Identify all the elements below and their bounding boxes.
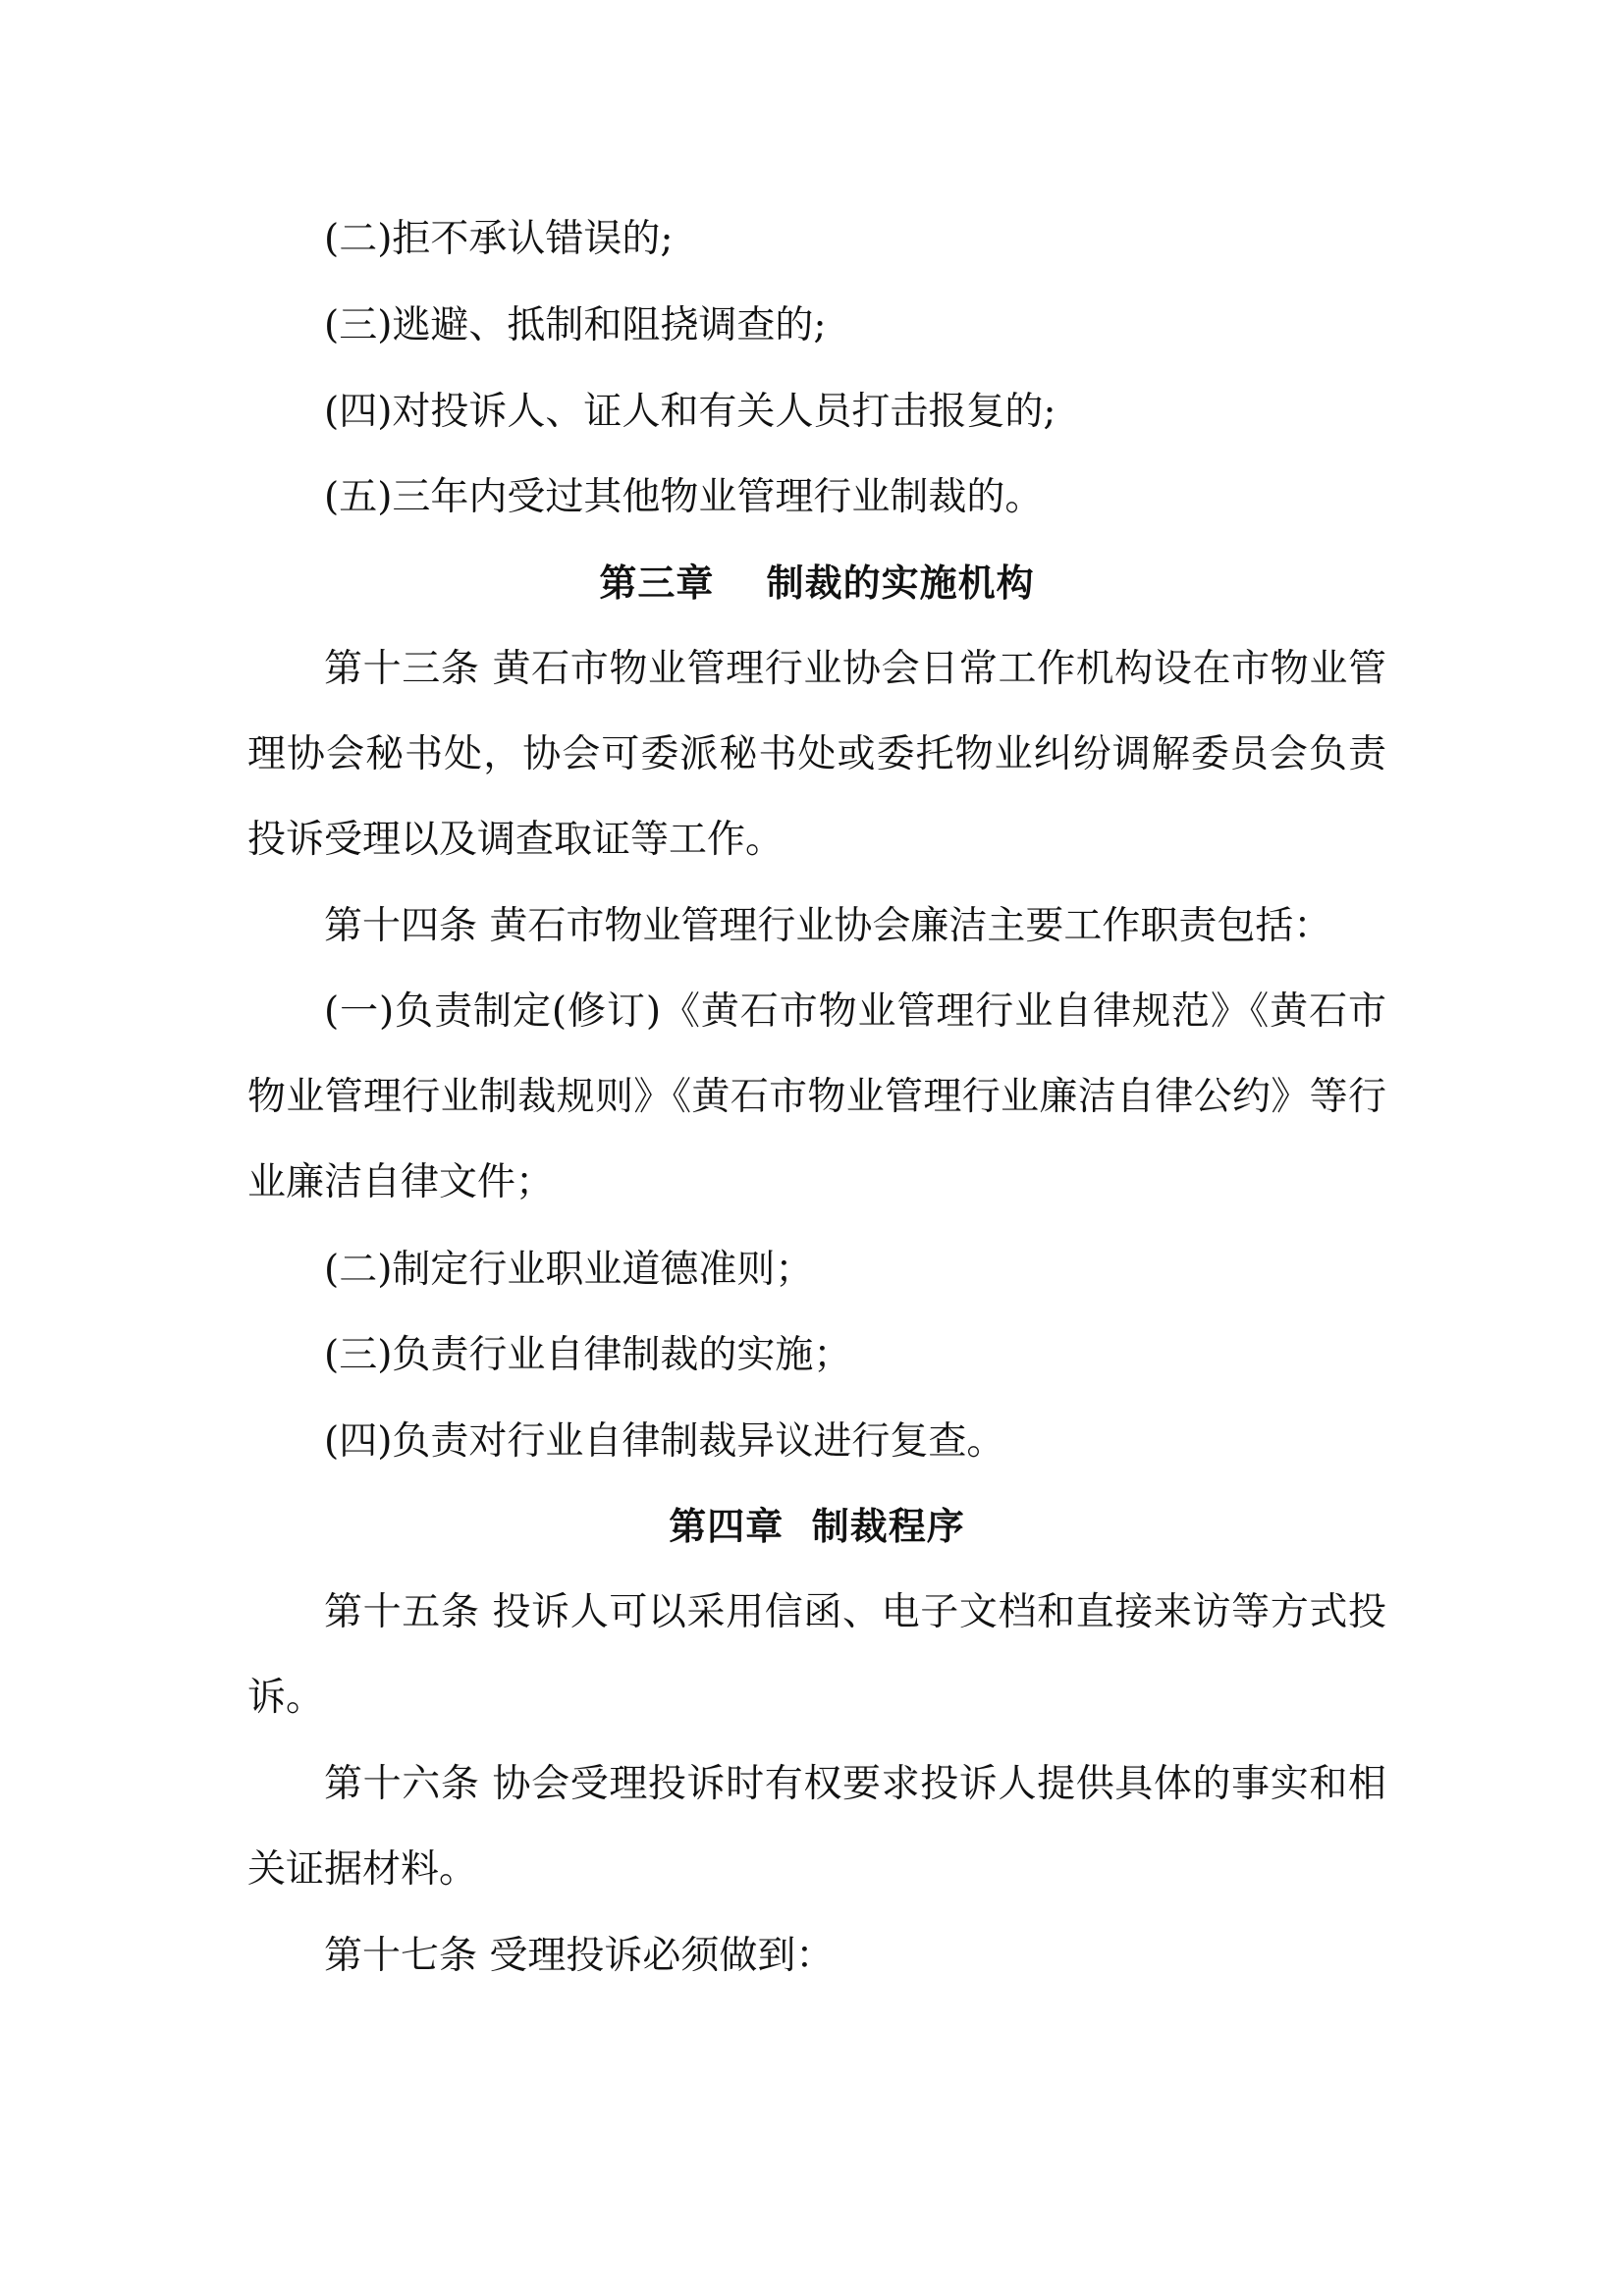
list-item: (二)拒不承认错误的;: [324, 217, 674, 261]
list-item: (五)三年内受过其他物业管理行业制裁的。: [324, 475, 1044, 519]
article-14-intro: 第十四条 黄石市物业管理行业协会廉洁主要工作职责包括：: [324, 904, 1332, 948]
article-14-item-4: (四)负责对行业自律制裁异议进行复查。: [324, 1419, 1005, 1464]
article-14-item-2: (二)制定行业职业道德准则；: [324, 1248, 814, 1292]
chapter-4-heading: 第四章 制裁程序: [669, 1505, 965, 1548]
article-14-item-1: (一)负责制定(修订)《黄石市物业管理行业自律规范》《黄石市物业管理行业制裁规则》《黄石市物业管理行业廉洁自律公约》等行业廉洁自律文件；: [247, 989, 1386, 1204]
article-17-paragraph: 第十七条 受理投诉必须做到：: [324, 1934, 835, 1978]
article-14-item-3: (三)负责行业自律制裁的实施；: [324, 1333, 852, 1377]
article-16-paragraph: 第十六条 协会受理投诉时有权要求投诉人提供具体的事实和相关证据材料。: [247, 1762, 1386, 1892]
list-item: (三)逃避、抵制和阻挠调查的;: [324, 303, 827, 347]
list-item: (四)对投诉人、证人和有关人员打击报复的;: [324, 390, 1056, 434]
article-13-paragraph: 第十三条 黄石市物业管理行业协会日常工作机构设在市物业管理协会秘书处，协会可委派秘书处或委托物业纠纷调解委员会负责投诉受理以及调查取证等工作。: [247, 647, 1386, 862]
chapter-3-heading: 第三章 制裁的实施机构: [599, 561, 1035, 605]
article-15-paragraph: 第十五条 投诉人可以采用信函、电子文档和直接来访等方式投诉。: [247, 1590, 1386, 1720]
